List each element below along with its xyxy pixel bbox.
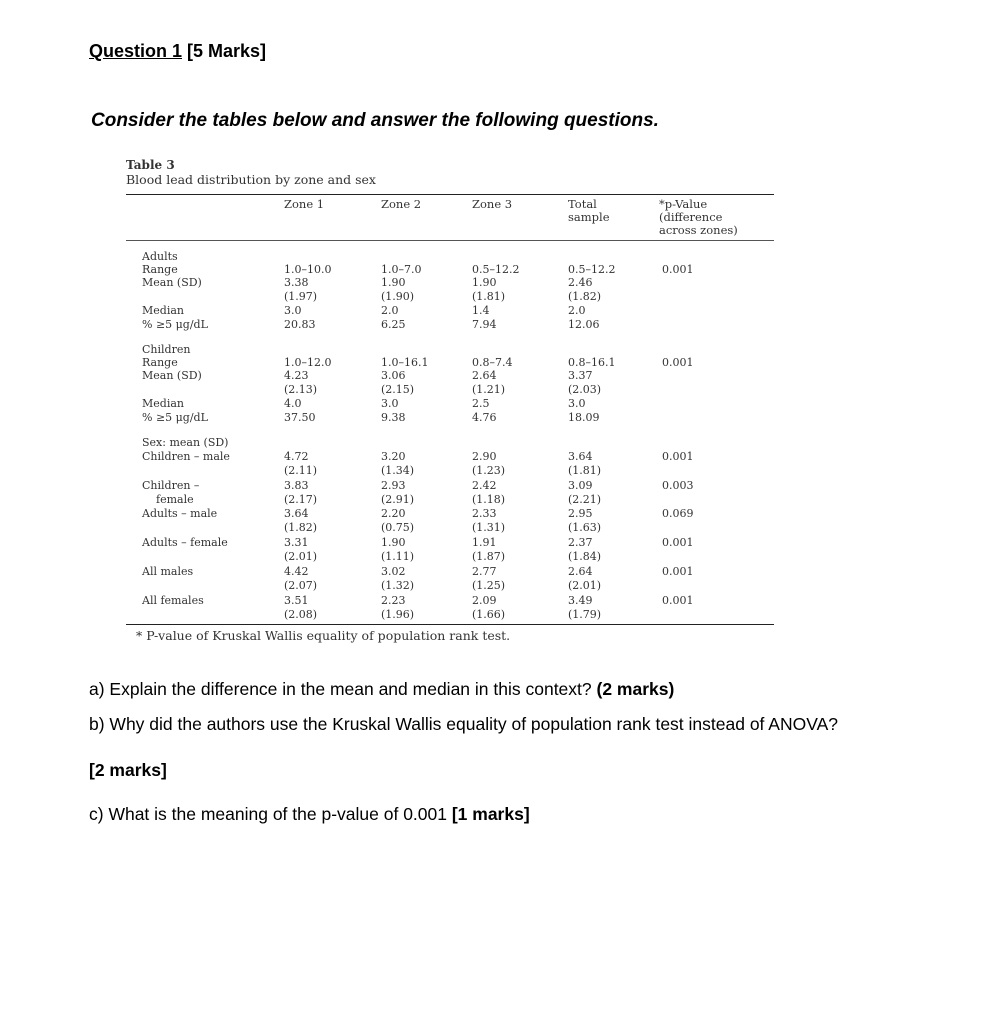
allf-mean-z3: 2.09	[472, 594, 497, 607]
section-children: Children	[142, 343, 191, 356]
adults-range-z1: 1.0–10.0	[284, 263, 332, 276]
cm-sd-z1: (2.11)	[284, 464, 318, 477]
label-range-children: Range	[142, 356, 178, 369]
adults-pct-z3: 7.94	[472, 318, 497, 331]
af-pvalue: 0.001	[662, 536, 694, 549]
section-sex: Sex: mean (SD)	[142, 436, 229, 449]
adults-median-z2: 2.0	[381, 304, 399, 317]
question-b	[89, 714, 838, 735]
label-pct: % ≥5 μg/dL	[142, 318, 208, 331]
am-sd-z2: (0.75)	[381, 521, 415, 534]
adults-mean-z1: 3.38	[284, 276, 309, 289]
label-median-children: Median	[142, 397, 184, 410]
children-range-z1: 1.0–12.0	[284, 356, 332, 369]
cf-mean-z1: 3.83	[284, 479, 309, 492]
children-pct-z3: 4.76	[472, 411, 497, 424]
af-sd-z1: (2.01)	[284, 550, 318, 563]
allm-mean-z1: 4.42	[284, 565, 309, 578]
question-c	[89, 804, 530, 825]
allm-mean-total: 2.64	[568, 565, 593, 578]
allm-sd-z2: (1.32)	[381, 579, 415, 592]
children-mean-total: 3.37	[568, 369, 593, 382]
am-sd-total: (1.63)	[568, 521, 602, 534]
col-pvalue-line3: across zones)	[659, 223, 738, 237]
af-mean-total: 2.37	[568, 536, 593, 549]
children-median-z2: 3.0	[381, 397, 399, 410]
am-mean-z3: 2.33	[472, 507, 497, 520]
adults-pct-z1: 20.83	[284, 318, 316, 331]
allf-sd-z3: (1.66)	[472, 608, 506, 621]
cf-mean-z3: 2.42	[472, 479, 497, 492]
children-pct-z2: 9.38	[381, 411, 406, 424]
allm-mean-z2: 3.02	[381, 565, 406, 578]
allf-sd-z1: (2.08)	[284, 608, 318, 621]
adults-mean-z3: 1.90	[472, 276, 497, 289]
allf-mean-z1: 3.51	[284, 594, 309, 607]
allm-sd-total: (2.01)	[568, 579, 602, 592]
cm-sd-total: (1.81)	[568, 464, 602, 477]
cf-pvalue: 0.003	[662, 479, 694, 492]
children-pct-z1: 37.50	[284, 411, 316, 424]
children-mean-z2: 3.06	[381, 369, 406, 382]
allf-mean-z2: 2.23	[381, 594, 406, 607]
af-sd-total: (1.84)	[568, 550, 602, 563]
cm-sd-z2: (1.34)	[381, 464, 415, 477]
af-mean-z2: 1.90	[381, 536, 406, 549]
question-b-marks-line	[89, 760, 167, 781]
children-median-total: 3.0	[568, 397, 586, 410]
af-sd-z3: (1.87)	[472, 550, 506, 563]
adults-sd-total: (1.82)	[568, 290, 602, 303]
adults-mean-total: 2.46	[568, 276, 593, 289]
section-adults: Adults	[142, 250, 178, 263]
children-range-z3: 0.8–7.4	[472, 356, 513, 369]
question-b-text: b) Why did the authors use the Kruskal Wallis equality of population rank test instead of ANOVA?	[89, 714, 839, 734]
label-all-males: All males	[142, 565, 194, 578]
adults-median-z3: 1.4	[472, 304, 490, 317]
adults-pct-z2: 6.25	[381, 318, 406, 331]
col-pvalue	[659, 198, 738, 237]
cm-mean-total: 3.64	[568, 450, 593, 463]
question-c-marks: [1 marks]	[451, 804, 530, 824]
cm-mean-z3: 2.90	[472, 450, 497, 463]
children-pct-total: 18.09	[568, 411, 600, 424]
allf-sd-total: (1.79)	[568, 608, 602, 621]
cm-mean-z1: 4.72	[284, 450, 309, 463]
table-rule-bottom	[126, 624, 774, 625]
col-total-line2: sample	[568, 210, 610, 224]
table-rule-header	[126, 240, 774, 241]
cf-mean-z2: 2.93	[381, 479, 406, 492]
children-mean-z3: 2.64	[472, 369, 497, 382]
label-pct-children: % ≥5 μg/dL	[142, 411, 208, 424]
children-median-z1: 4.0	[284, 397, 302, 410]
table-caption: Table 3	[126, 158, 175, 172]
label-median: Median	[142, 304, 184, 317]
allm-mean-z3: 2.77	[472, 565, 497, 578]
label-adults-female: Adults – female	[142, 536, 228, 549]
table-3	[126, 158, 776, 648]
question-b-marks: [2 marks]	[89, 760, 167, 780]
adults-range-total: 0.5–12.2	[568, 263, 616, 276]
question-a	[89, 679, 674, 700]
question-a-text: a) Explain the difference in the mean and median in this context?	[89, 679, 597, 699]
intro-text: Consider the tables below and answer the following questions.	[91, 110, 659, 131]
am-mean-total: 2.95	[568, 507, 593, 520]
cf-sd-total: (2.21)	[568, 493, 602, 506]
af-mean-z3: 1.91	[472, 536, 497, 549]
adults-pvalue: 0.001	[662, 263, 694, 276]
col-pvalue-line1: *p-Value	[659, 197, 708, 211]
allf-pvalue: 0.001	[662, 594, 694, 607]
col-zone3: Zone 3	[472, 197, 513, 211]
label-children-male: Children – male	[142, 450, 230, 463]
children-range-z2: 1.0–16.1	[381, 356, 429, 369]
adults-pct-total: 12.06	[568, 318, 600, 331]
col-zone1: Zone 1	[284, 197, 325, 211]
adults-median-total: 2.0	[568, 304, 586, 317]
allf-sd-z2: (1.96)	[381, 608, 415, 621]
adults-median-z1: 3.0	[284, 304, 302, 317]
label-children-female-2: female	[156, 493, 194, 506]
am-pvalue: 0.069	[662, 507, 694, 520]
cf-mean-total: 3.09	[568, 479, 593, 492]
cm-sd-z3: (1.23)	[472, 464, 506, 477]
question-c-text: c) What is the meaning of the p-value of 0.001	[89, 804, 452, 824]
label-children-female-1: Children –	[142, 479, 200, 492]
adults-sd-z1: (1.97)	[284, 290, 318, 303]
table-footnote: * P-value of Kruskal Wallis equality of population rank test.	[136, 628, 511, 643]
am-sd-z3: (1.31)	[472, 521, 506, 534]
question-label: Question 1	[89, 41, 183, 61]
cf-sd-z1: (2.17)	[284, 493, 318, 506]
children-median-z3: 2.5	[472, 397, 490, 410]
allm-sd-z1: (2.07)	[284, 579, 318, 592]
adults-sd-z3: (1.81)	[472, 290, 506, 303]
adults-range-z3: 0.5–12.2	[472, 263, 520, 276]
col-total	[568, 198, 610, 224]
label-mean-sd-children: Mean (SD)	[142, 369, 202, 382]
col-zone2: Zone 2	[381, 197, 422, 211]
adults-range-z2: 1.0–7.0	[381, 263, 422, 276]
col-total-line1: Total	[568, 197, 597, 211]
label-range: Range	[142, 263, 178, 276]
children-pvalue: 0.001	[662, 356, 694, 369]
cf-sd-z3: (1.18)	[472, 493, 506, 506]
question-a-marks: (2 marks)	[596, 679, 675, 699]
children-sd-z3: (1.21)	[472, 383, 506, 396]
children-sd-total: (2.03)	[568, 383, 602, 396]
cf-sd-z2: (2.91)	[381, 493, 415, 506]
label-mean-sd: Mean (SD)	[142, 276, 202, 289]
label-adults-male: Adults – male	[142, 507, 218, 520]
children-sd-z2: (2.15)	[381, 383, 415, 396]
children-mean-z1: 4.23	[284, 369, 309, 382]
question-marks: [5 Marks]	[182, 41, 267, 61]
allf-mean-total: 3.49	[568, 594, 593, 607]
table-rule-top	[126, 194, 774, 195]
children-sd-z1: (2.13)	[284, 383, 318, 396]
question-heading	[89, 41, 266, 62]
cm-mean-z2: 3.20	[381, 450, 406, 463]
children-range-total: 0.8–16.1	[568, 356, 616, 369]
af-sd-z2: (1.11)	[381, 550, 415, 563]
label-all-females: All females	[142, 594, 204, 607]
am-mean-z2: 2.20	[381, 507, 406, 520]
adults-sd-z2: (1.90)	[381, 290, 415, 303]
am-sd-z1: (1.82)	[284, 521, 318, 534]
af-mean-z1: 3.31	[284, 536, 309, 549]
am-mean-z1: 3.64	[284, 507, 309, 520]
cm-pvalue: 0.001	[662, 450, 694, 463]
allm-pvalue: 0.001	[662, 565, 694, 578]
allm-sd-z3: (1.25)	[472, 579, 506, 592]
adults-mean-z2: 1.90	[381, 276, 406, 289]
table-subtitle: Blood lead distribution by zone and sex	[126, 172, 376, 187]
col-pvalue-line2: (difference	[659, 210, 723, 224]
